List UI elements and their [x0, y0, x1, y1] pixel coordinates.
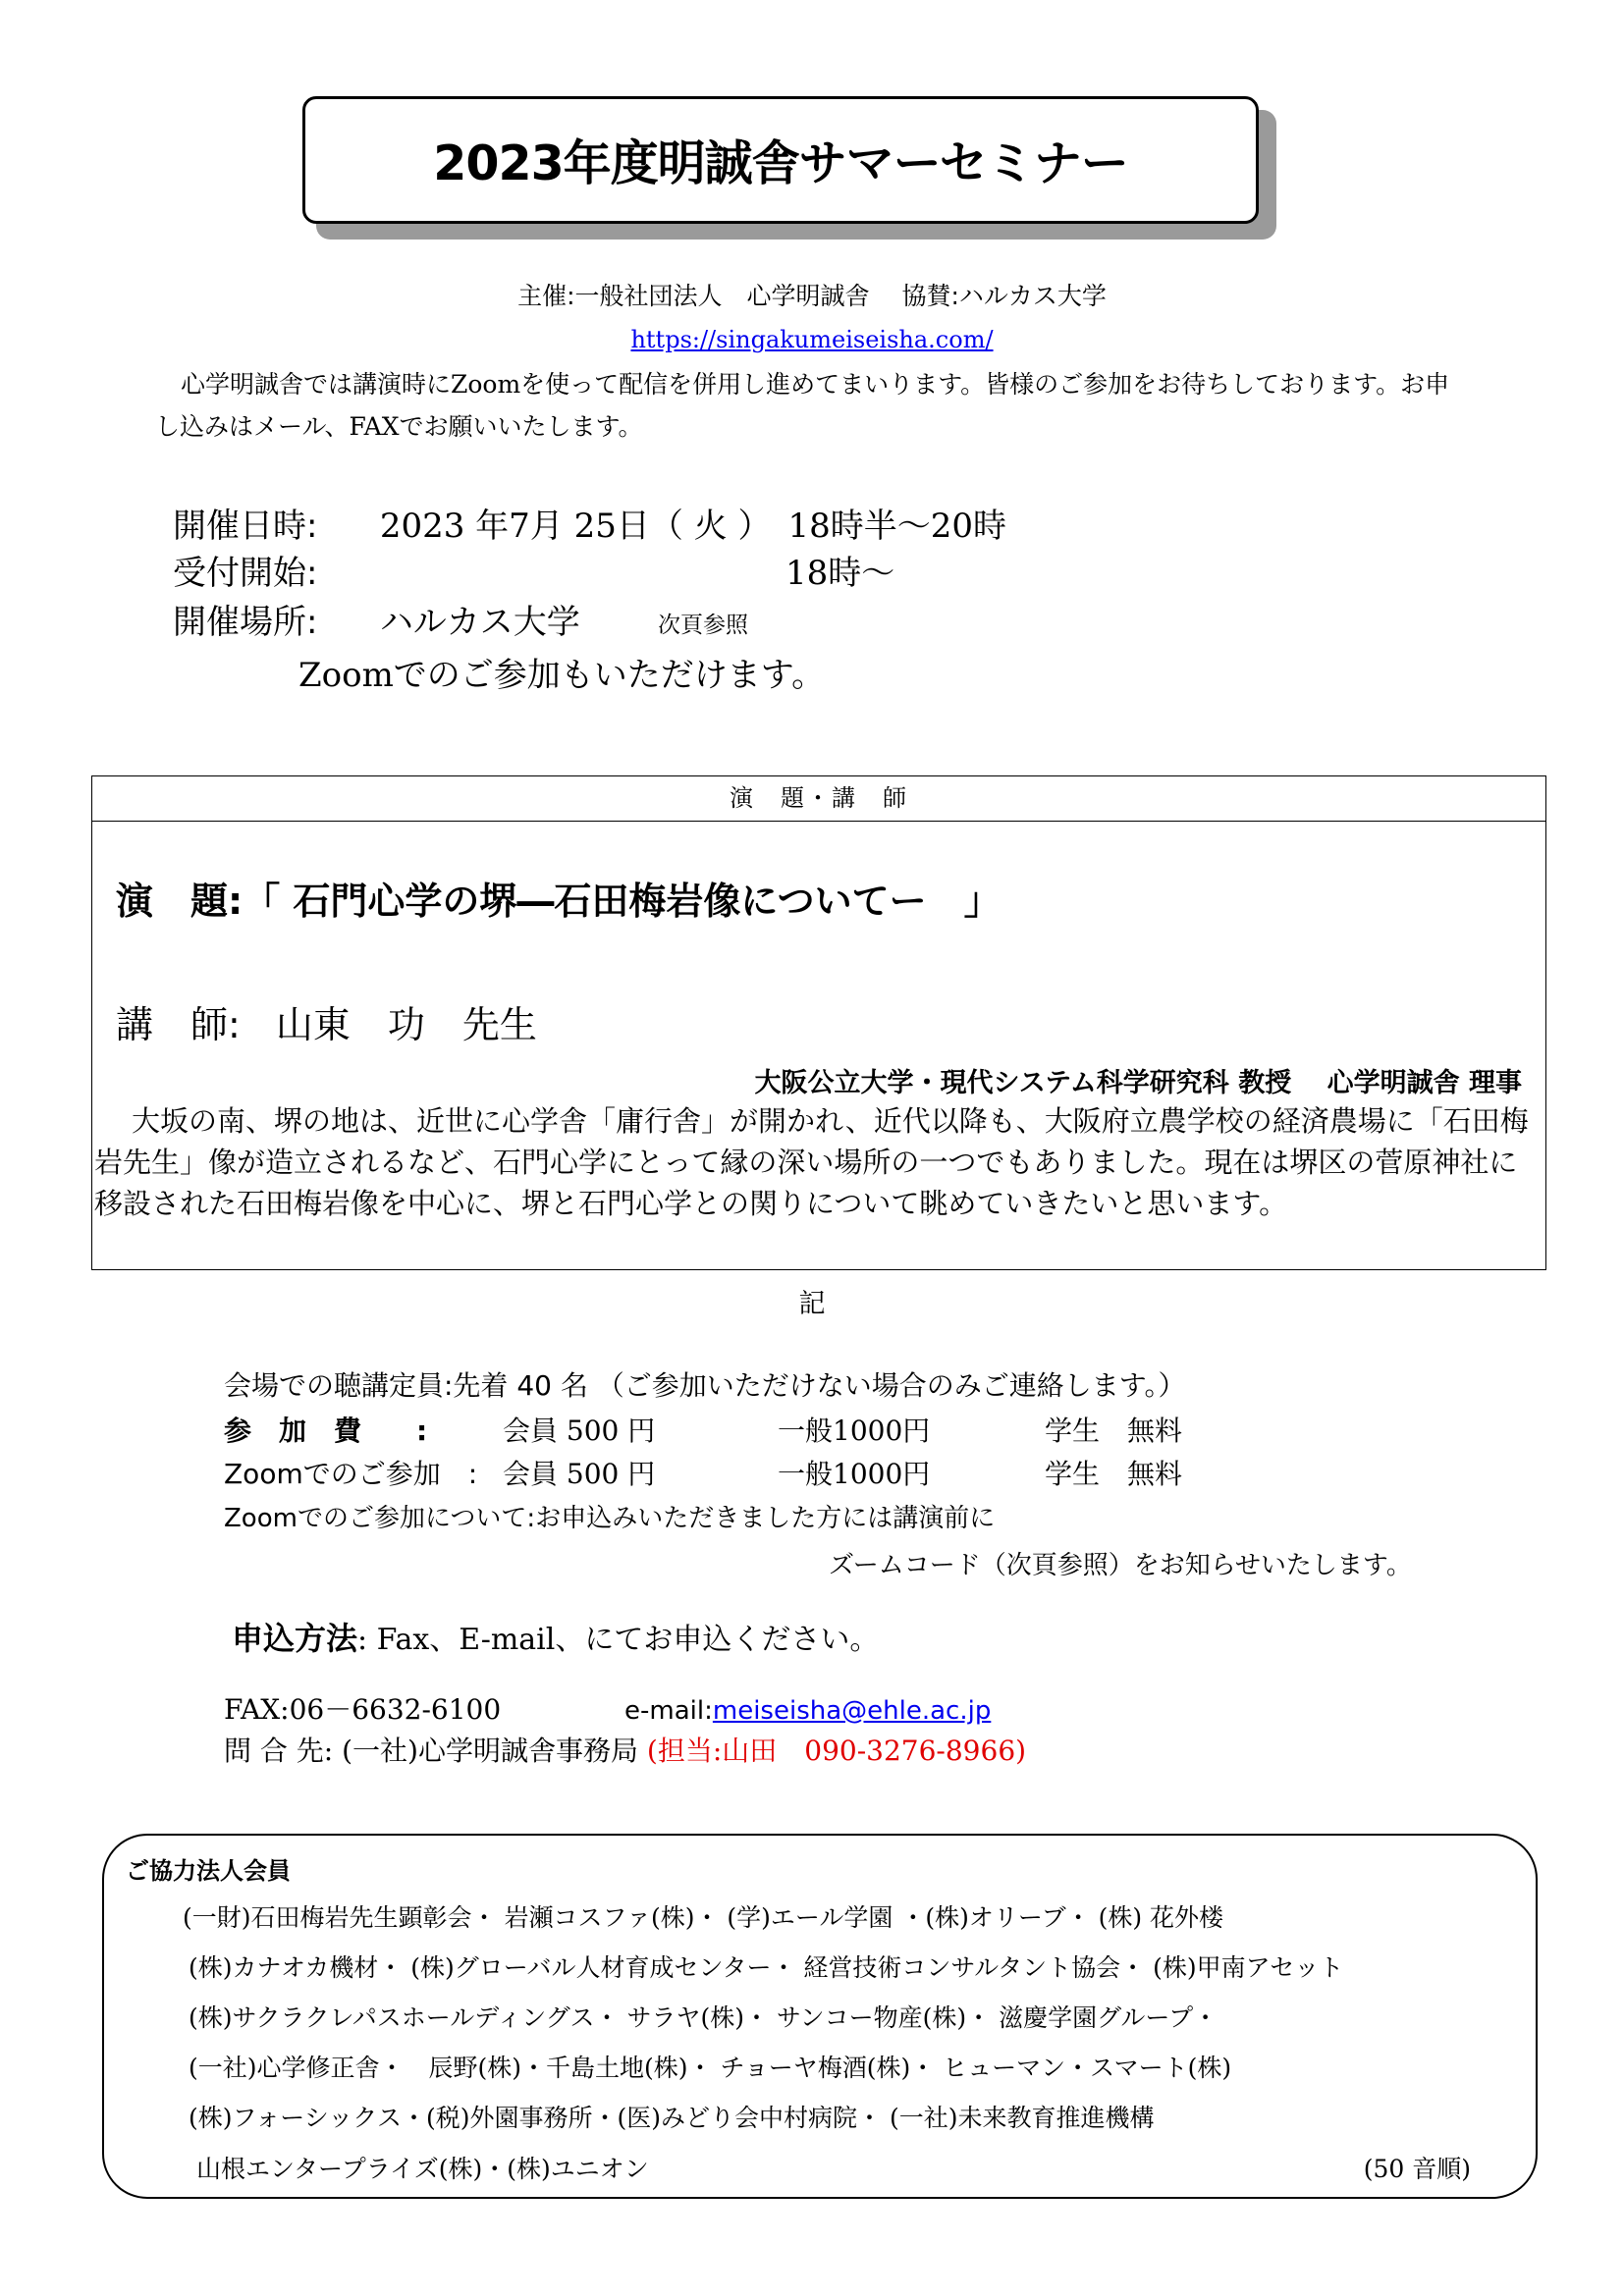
- venue-row: [173, 595, 580, 643]
- members-box: [102, 1834, 1538, 2199]
- fee-label: 参 加 費 :: [224, 1415, 428, 1447]
- lecture-box: [91, 775, 1546, 1270]
- zoom-note: Zoomでのご参加もいただけます。: [298, 656, 826, 695]
- member-line: (株)サクラクレパスホールディングス・ サラヤ(株)・ サンコー物産(株)・ 滋慶学園グループ・: [189, 2003, 1218, 2032]
- event-date-label: 開催日時:: [173, 507, 318, 546]
- title-box: [302, 96, 1259, 224]
- apply-method: [232, 1614, 879, 1659]
- fee-member: 会員 500 円: [503, 1415, 656, 1447]
- lecture-topic-value: 「 石門心学の堺―石田梅岩像についてー 」: [243, 880, 1001, 923]
- venue-value: ハルカス大学: [379, 603, 580, 642]
- zoom-fee-member: 会員 500 円: [503, 1458, 656, 1490]
- lecture-speaker: [116, 994, 537, 1048]
- inquiry-person: (担当:山田 090-3276-8966): [646, 1735, 1027, 1767]
- inquiry-line: [224, 1730, 1026, 1769]
- zoom-participation-note-1: Zoomでのご参加について:お申込みいただきました方には講演前に: [224, 1504, 996, 1533]
- member-line: (一財)石田梅岩先生顕彰会・ 岩瀬コスファ(株)・ (学)エール学園 ・(株)オリーブ・ (株) 花外楼: [183, 1903, 1224, 1932]
- fax-number: FAX:06－6632-6100: [224, 1693, 502, 1726]
- reception-row: [173, 546, 369, 594]
- zoom-fee-student: 学生 無料: [1045, 1458, 1183, 1490]
- fee-general: 一般1000円: [778, 1415, 931, 1447]
- zoom-fee-general: 一般1000円: [778, 1458, 931, 1490]
- lecture-speaker-label: 講 師:: [116, 1003, 241, 1046]
- member-line: (一社)心学修正舎・ 辰野(株)・千島土地(株)・ チョーヤ梅酒(株)・ ヒューマン・スマート(株): [189, 2054, 1232, 2082]
- fee-student: 学生 無料: [1045, 1415, 1183, 1447]
- inquiry-text: 問 合 先: (一社)心学明誠舎事務局: [224, 1735, 638, 1767]
- lecture-topic-label: 演 題:: [116, 880, 244, 923]
- apply-label: 申込方法: [232, 1620, 358, 1657]
- venue-label: 開催場所:: [173, 603, 318, 642]
- intro-text: 心学明誠舎では講演時にZoomを使って配信を併用し進めてまいります。皆様のご参加をお待ちしております。お申し込みはメール、FAXでお願いいたします。: [155, 370, 1450, 441]
- reception-value: 18時～: [785, 554, 895, 593]
- lecture-header: 演 題・講 師: [92, 776, 1545, 822]
- members-title: ご協力法人会員: [126, 1857, 291, 1885]
- member-line: (株)フォーシックス・(税)外園事務所・(医)みどり会中村病院・ (一社)未来教育推進機構: [189, 2104, 1155, 2132]
- member-line: (株)カナオカ機材・ (株)グローバル人材育成センター・ 経営技術コンサルタント協会・ (株)甲南アセット: [189, 1953, 1344, 1982]
- lecture-speaker-value: 山東 功 先生: [275, 1003, 537, 1046]
- email-link[interactable]: meiseisha@ehle.ac.jp: [712, 1696, 992, 1726]
- members-order-note: (50 音順): [1363, 2155, 1471, 2183]
- contact-fax-line: [224, 1688, 991, 1728]
- zoom-participation-note-2: ズームコード（次頁参照）をお知らせいたします。: [829, 1551, 1412, 1580]
- page-title: 2023年度明誠舎サマーセミナー: [433, 135, 1128, 191]
- email-label: e-mail:: [624, 1696, 713, 1726]
- zoom-fee-label: Zoomでのご参加 :: [224, 1458, 478, 1490]
- apply-text: : Fax、E-mail、にてお申込ください。: [357, 1623, 880, 1657]
- venue-note: 次頁参照: [658, 613, 748, 638]
- reception-label: 受付開始:: [173, 554, 318, 593]
- speaker-affiliation: 大阪公立大学・現代システム科学研究科 教授 心学明誠舎 理事: [754, 1068, 1522, 1098]
- event-date-row: [173, 499, 1006, 547]
- organizer-line: 主催:一般社団法人 心学明誠舎 協賛:ハルカス大学: [517, 282, 1107, 310]
- event-date-value: 2023 年7月 25日（ 火 ） 18時半～20時: [379, 507, 1006, 546]
- lecture-description: 大坂の南、堺の地は、近世に心学舎「庸行舎」が開かれ、近代以降も、大阪府立農学校の経済農場に「石田梅岩先生」像が造立されるなど、石門心学にとって縁の深い場所の一つでもありました。現在は堺区の菅原神社に移設された石田梅岩像を中心に、堺と石門心学との関りについて眺めていきたいと思います。: [94, 1104, 1529, 1220]
- lecture-topic: [116, 871, 1001, 925]
- website-link[interactable]: https://singakumeiseisha.com/: [630, 326, 994, 353]
- member-line: 山根エンタープライズ(株)・(株)ユニオン: [196, 2155, 649, 2183]
- capacity-text: 会場での聴講定員:先着 40 名 （ご参加いただけない場合のみご連絡します。）: [224, 1369, 1186, 1402]
- ki-mark: 記: [798, 1289, 826, 1319]
